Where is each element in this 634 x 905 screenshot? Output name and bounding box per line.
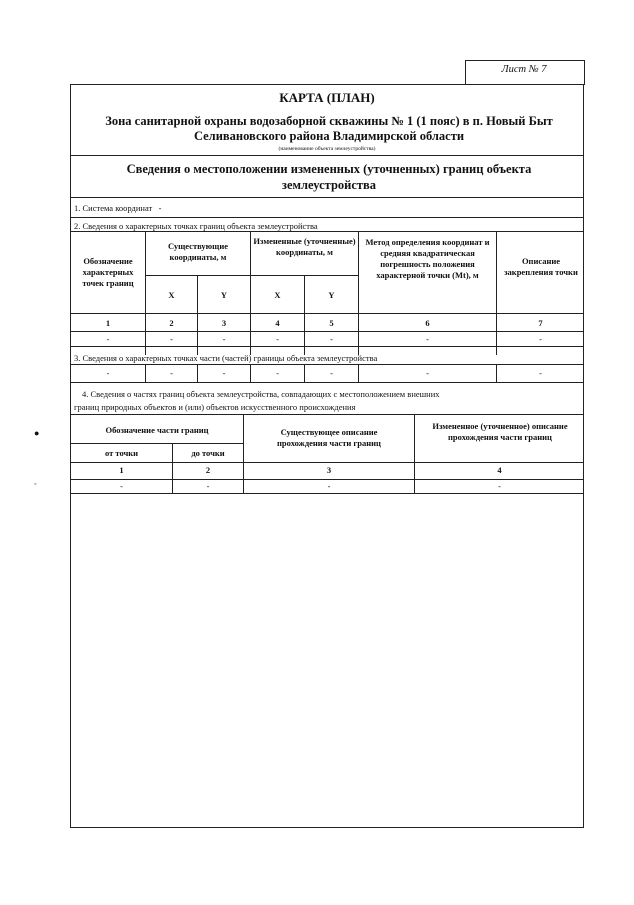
table-cell: - [539,334,542,344]
table2-subheader-line [145,275,358,276]
table4-bottom [70,493,584,494]
table-cell: - [426,368,429,378]
section1-value: - [158,203,162,213]
column-number: 7 [538,318,543,328]
margin-mark: ◦ [34,480,37,488]
header-y: Y [328,290,335,300]
column-number: 1 [119,465,124,475]
divider [70,364,584,365]
header-existing-description: Существующее описание прохождения части границ [277,427,381,448]
column-number: 3 [326,465,332,475]
table-cell: - [498,481,501,491]
table-cell: - [426,334,429,344]
column-number: 4 [275,318,280,328]
table-cell: - [222,368,226,378]
table2-top [70,231,584,232]
divider [70,382,584,383]
table-cell: - [330,368,333,378]
header-from: от точки [104,448,139,458]
table4-top [70,414,584,415]
table-cell: - [222,334,226,344]
section1-label: 1. Система координат - [74,203,162,213]
section4-label: границ природных объектов и (или) объектов искусственного происхождения [74,402,356,412]
table4-subheader-line [70,443,243,444]
header-x: X [168,290,175,300]
header-y: Y [220,290,228,300]
divider [70,197,584,198]
header-to: до точки [191,448,225,458]
table-cell: - [106,368,110,378]
document-title: КАРТА (ПЛАН) [279,90,375,105]
table-cell: - [170,334,173,344]
table-cell: - [330,334,333,344]
table-cell: - [539,368,542,378]
column-number: 6 [425,318,430,328]
column-number: 4 [497,465,502,475]
column-number: 2 [205,465,211,475]
header-fixing: Описание закрепления точки [504,256,578,277]
column-number: 2 [169,318,174,328]
divider [70,155,584,156]
sheet-number: Лист № 7 [501,64,547,75]
section2-label: 2. Сведения о характерных точках границ объекта землеустройства [74,221,318,231]
table2-row-line [70,331,584,332]
column-number: 1 [105,318,111,328]
section4-label: 4. Сведения о частях границ объекта землеустройства, совпадающих с местоположением внешних [82,389,440,399]
table-cell: - [120,481,123,491]
divider [70,217,584,218]
zone-title: Зона санитарной охраны водозаборной скважины № 1 (1 пояс) в п. Новый Быт Селивановского района Владимирской области [105,114,553,143]
table2-row-line [70,313,584,314]
table4-row-line [70,479,584,480]
column-number: 5 [329,318,334,328]
table2-row-line [70,346,584,347]
section3-label: 3. Сведения о характерных точках части (частей) границы объекта землеустройства [74,353,378,363]
header-changed-description: Измененное (уточненное) описание прохождения части границ [432,421,568,442]
column-number: 3 [221,318,227,328]
header-part: Обозначение части границ [105,425,209,435]
table-cell: - [206,481,210,491]
table4-row-line [70,462,584,463]
table-cell: - [106,334,110,344]
header-existing-coords: Существующие координаты, м [167,241,229,262]
header-method: Метод определения координат и средняя квадратическая погрешность положения характерной точки (Mt), м [365,237,490,280]
zone-note: (наименование объекта землеустройства) [278,146,376,152]
header-designation: Обозначение характерных точек границ [82,256,134,288]
section-subtitle: Сведения о местоположении измененных (уточненных) границ объекта землеустройства [126,162,532,192]
table-cell: - [276,334,279,344]
table-cell: - [327,481,331,491]
header-changed-coords: Измененные (уточненные) координаты, м [253,236,356,257]
table-cell: - [170,368,173,378]
margin-mark: ● [34,428,40,438]
header-x: X [274,290,281,300]
table-cell: - [276,368,279,378]
